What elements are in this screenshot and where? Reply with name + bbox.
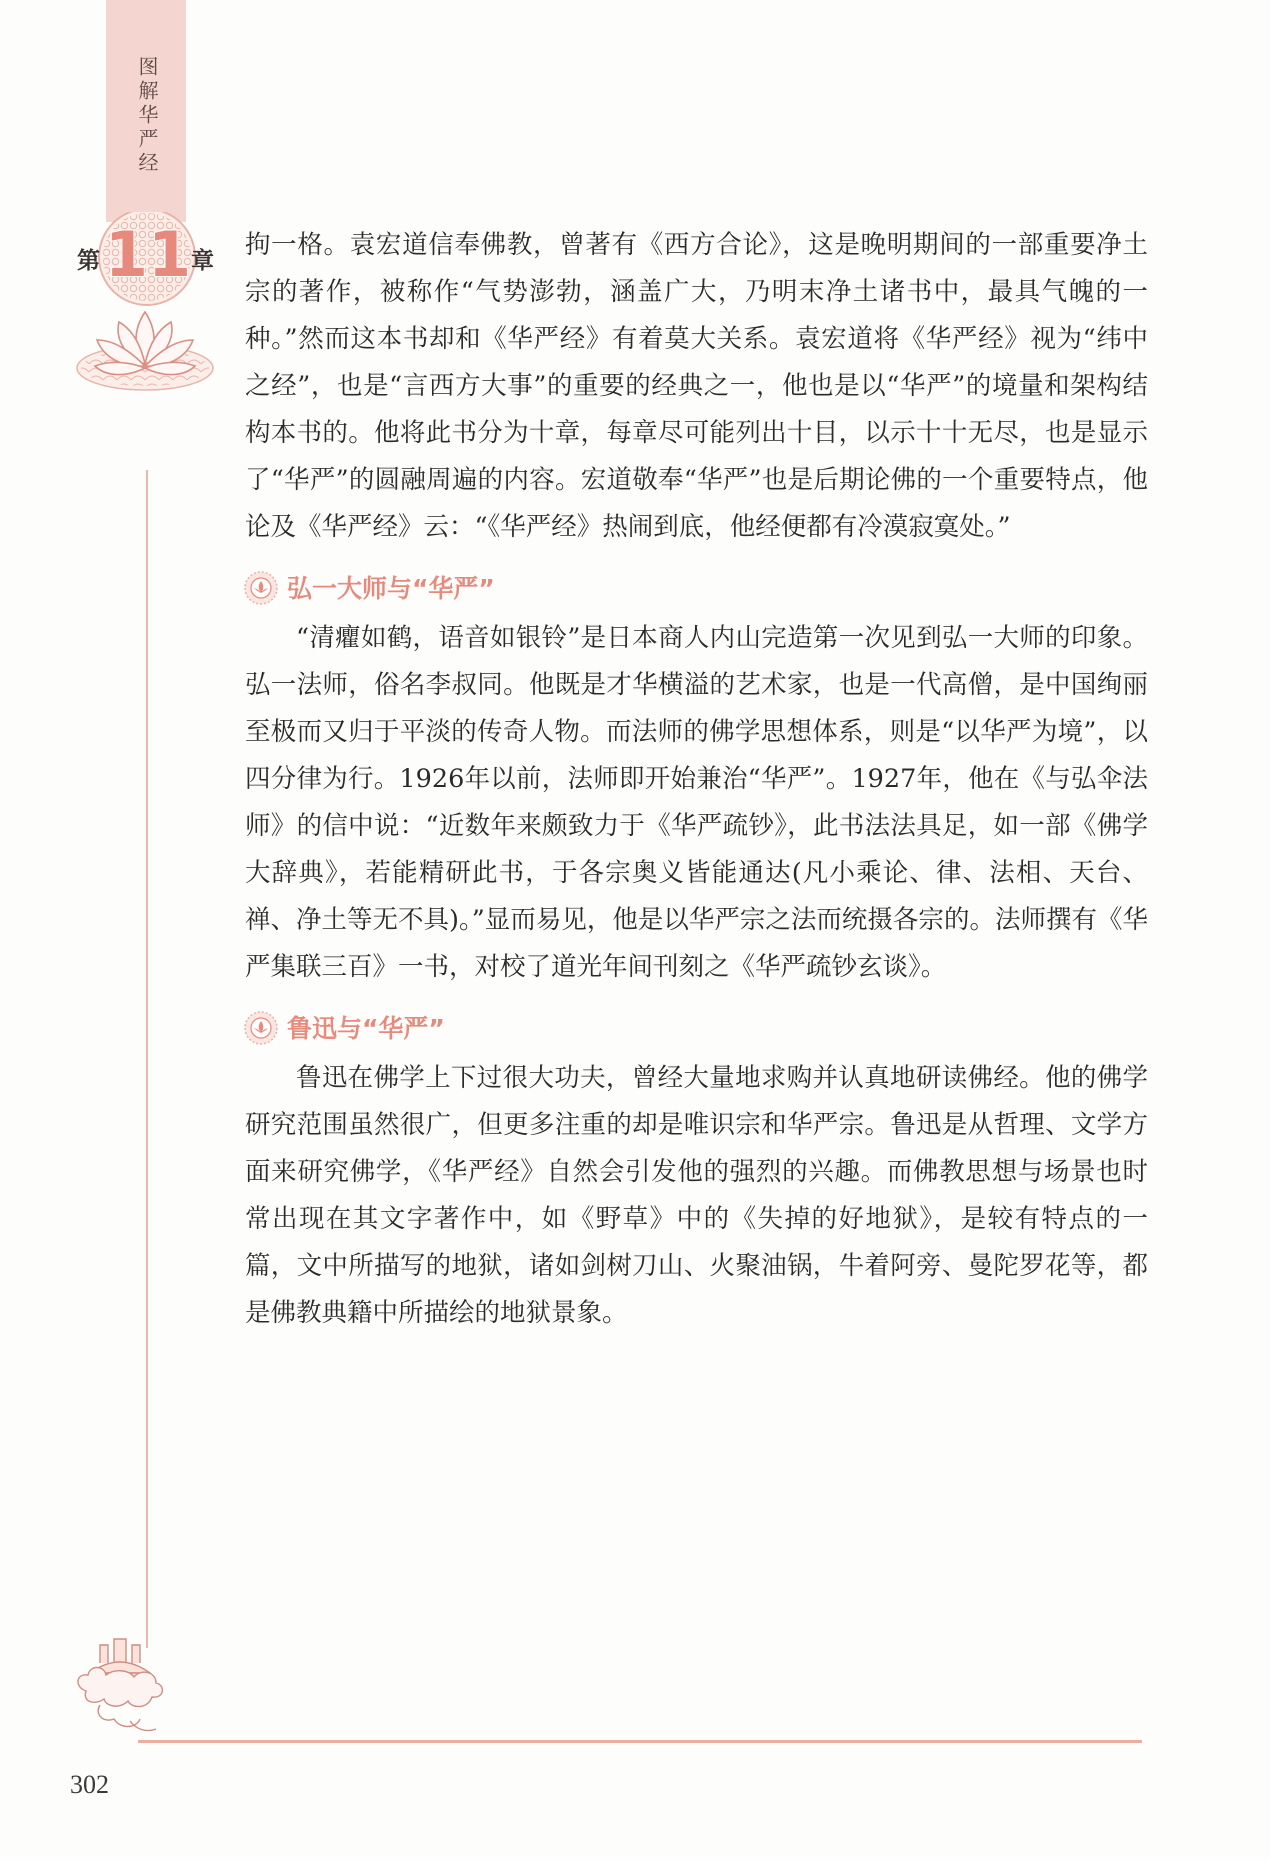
section-heading-luxun: [245, 1001, 1148, 1055]
lotus-medallion-icon: [241, 568, 281, 608]
book-title: 图解华严经: [135, 56, 159, 176]
cloud-temple-ornament-icon: [70, 1625, 170, 1735]
section-body: 鲁迅在佛学上下过很大功夫，曾经大量地求购并认真地研读佛经。他的佛学研究范围虽然很广，但更多注重的却是唯识宗和华严宗。鲁迅是从哲理、文学方面来研究佛学，《华严经》自然会引发他的强烈的兴趣。而佛教思想与场景也时常出现在其文字著作中，如《野草》中的《失掉的好地狱》，是较有特点的一篇，文中所描写的地狱，诸如剑树刀山、火聚油锅，牛着阿旁、曼陀罗花等，都是佛教典籍中所描绘的地狱景象。: [245, 1063, 1148, 1328]
chapter-prefix: 第: [77, 248, 100, 274]
footer-rule: [138, 1740, 1142, 1743]
section-title: 鲁迅与“华严”: [287, 1013, 445, 1043]
margin-line: [146, 470, 148, 1648]
opening-paragraph: 拘一格。袁宏道信奉佛教，曾著有《西方合论》，这是晚明期间的一部重要净土宗的著作，被称作“气势澎勃，涵盖广大，乃明末净土诸书中，最具气魄的一种。”然而这本书却和《华严经》有着莫大关系。袁宏道将《华严经》视为“纬中之经”，也是“言西方大事”的重要的经典之一，他也是以“华严”的境量和架构结构本书的。他将此书分为十章，每章尽可能列出十目，以示十十无尽，也是显示了“华严”的圆融周遍的内容。宏道敬奉“华严”也是后期论佛的一个重要特点，他论及《华严经》云：“《华严经》热闹到底，他经便都有冷漠寂寞处。”: [245, 230, 1148, 542]
section-heading-hongyi: [245, 561, 1148, 615]
lotus-icon: [77, 312, 213, 390]
chapter-badge: [75, 212, 215, 472]
section-body: “清癯如鹤，语音如银铃”是日本商人内山完造第一次见到弘一大师的印象。弘一法师，俗名李叔同。他既是才华横溢的艺术家，也是一代高僧，是中国绚丽至极而又归于平淡的传奇人物。而法师的佛学思想体系，则是“以华严为境”，以四分律为行。1926年以前，法师即开始兼治“华严”。1927年，他在《与弘伞法师》的信中说：“近数年来颇致力于《华严疏钞》，此书法法具足，如一部《佛学大辞典》，若能精研此书，于各宗奥义皆能通达(凡小乘论、律、法相、天台、禅、净土等无不具)。”显而易见，他是以华严宗之法而统摄各宗的。法师撰有《华严集联三百》一书，对校了道光年间刊刻之《华严疏钞玄谈》。: [245, 623, 1148, 982]
lotus-medallion-icon: [241, 1008, 281, 1048]
page-number: 302: [70, 1770, 109, 1799]
chapter-number: 11: [104, 218, 192, 291]
main-text: [245, 222, 1148, 1337]
section-title: 弘一大师与“华严”: [287, 573, 495, 603]
chapter-suffix: 章: [191, 248, 214, 274]
